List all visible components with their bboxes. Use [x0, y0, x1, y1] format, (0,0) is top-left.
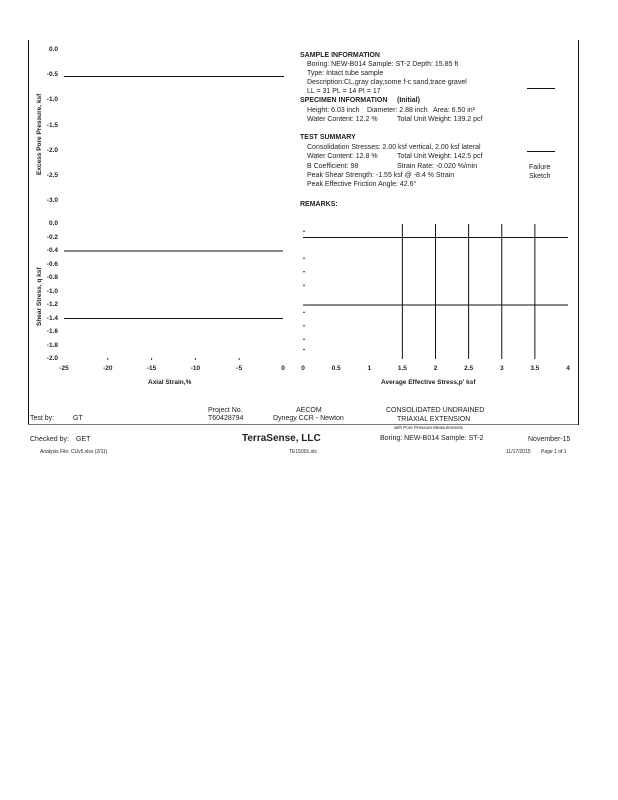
specimen-info-title: SPECIMEN INFORMATION	[300, 97, 388, 104]
effective-stress-xlabel: Average Effective Stress,p' ksf	[381, 379, 476, 386]
test-title-3: with Pore Pressure Measurements	[394, 425, 464, 430]
test-summary-title: TEST SUMMARY	[300, 134, 356, 141]
effective-stress-y-tick-mark	[303, 258, 305, 259]
effective-stress-x-tick: 0.5	[331, 365, 341, 372]
axial-strain-x-tick: -15	[146, 365, 157, 372]
shear-y-tick: -0.2	[46, 233, 58, 241]
test-peak-shear: Peak Shear Strength: -1.55 ksf @ -8.4 % Strain	[307, 172, 455, 179]
test-by-label: Test by:	[30, 415, 55, 422]
axial-strain-x-tick: -5	[236, 365, 243, 372]
effective-stress-y-tick-mark	[303, 271, 305, 272]
test-friction-angle: Peak Effective Friction Angle: 42.6°	[307, 181, 417, 188]
axial-strain-x-tick: -20	[103, 365, 113, 372]
axial-strain-x-tick: 0	[281, 365, 285, 372]
effective-stress-y-tick-mark	[303, 285, 305, 286]
specimen-area: Area: 6.50 in²	[433, 107, 476, 114]
axial-strain-x-tick: -10	[190, 365, 201, 372]
test-b-coefficient: B Coefficient: 98	[307, 163, 359, 170]
effective-stress-y-tick-mark	[303, 325, 305, 326]
shear-y-tick: -1.8	[46, 341, 58, 349]
test-title-2: TRIAXIAL EXTENSION	[397, 416, 471, 423]
effective-stress-x-tick: 1	[367, 365, 372, 372]
test-title-1: CONSOLIDATED UNDRAINED	[386, 407, 485, 414]
pore-pressure-y-tick: -3.0	[46, 197, 58, 204]
test-strain-rate: Strain Rate: -0.020 %/min	[397, 163, 478, 170]
remarks-title: REMARKS:	[300, 201, 338, 208]
effective-stress-x-tick: 0	[301, 365, 305, 372]
report-date: November-15	[528, 436, 571, 443]
checked-by-value: GET	[76, 436, 91, 443]
pore-pressure-y-tick: 0.0	[48, 46, 58, 53]
shear-y-tick: -0.6	[46, 260, 58, 268]
effective-stress-x-tick: 3.5	[530, 365, 540, 372]
pore-pressure-y-tick: -1.0	[46, 96, 58, 104]
axial-strain-x-tick: -25	[59, 365, 69, 372]
sample-description: Description:CL,gray clay,some f-c sand,trace gravel	[307, 79, 467, 86]
shear-y-tick: -1.2	[46, 301, 58, 308]
pore-pressure-y-tick: -2.5	[46, 171, 58, 179]
test-water-content: Water Content: 12.8 %	[307, 153, 378, 160]
shear-stress-ylabel: Shear Stress, q ksf	[36, 267, 43, 326]
specimen-water-content: Water Content: 12.2 %	[307, 116, 378, 123]
specimen-height: Height: 6.03 inch	[307, 107, 360, 114]
effective-stress-y-tick-mark	[303, 339, 305, 340]
print-date: 11/17/2015	[506, 449, 531, 455]
sample-boring: Boring: NEW-B014 Sample: ST-2 Depth: 15.85 ft	[307, 61, 459, 68]
shear-y-tick: -1.6	[46, 328, 58, 335]
analysis-file: Analysis File: CUv5.xlsx (2/11)	[40, 449, 108, 455]
shear-y-tick: -0.8	[46, 274, 58, 281]
effective-stress-x-tick: 3	[499, 365, 504, 372]
pore-pressure-y-tick: -1.5	[46, 121, 58, 129]
boring-sample: Boring: NEW-B014 Sample: ST-2	[380, 435, 484, 442]
axial-strain-xlabel: Axial Strain,%	[148, 379, 192, 386]
test-by-value: GT	[73, 415, 83, 422]
sample-type: Type: Intact tube sample	[307, 70, 384, 77]
shear-y-tick: -2.0	[46, 355, 58, 362]
effective-stress-x-tick: 4	[566, 365, 570, 372]
sample-limits: LL = 31 PL = 14 PI = 17	[307, 88, 381, 95]
specimen-unit-weight: Total Unit Weight: 139.2 pcf	[397, 116, 483, 123]
specimen-diameter: Diameter: 2.88 inch	[367, 107, 428, 114]
specimen-info-subtitle: (Initial)	[397, 97, 420, 104]
pore-pressure-y-tick: -0.5	[46, 71, 58, 79]
effective-stress-y-tick-mark	[303, 231, 305, 232]
failure-sketch-label-2: Sketch	[529, 173, 551, 180]
company-name: TerraSense, LLC	[242, 433, 321, 444]
effective-stress-x-tick: 2	[433, 365, 438, 372]
effective-stress-x-tick: 2.5	[464, 365, 474, 372]
data-file: TE15001.xls	[289, 449, 317, 455]
project-no-value: T60428794	[208, 415, 244, 422]
project-no-label: Project No.	[208, 407, 243, 414]
footer-top-line	[28, 424, 578, 425]
checked-by-label: Checked by:	[30, 436, 69, 443]
effective-stress-y-tick-mark	[303, 349, 305, 350]
test-consolidation: Consolidation Stresses: 2.00 ksf vertical, 2.00 ksf lateral	[307, 144, 481, 151]
effective-stress-y-tick-mark	[303, 312, 305, 313]
page-number: Page 1 of 1	[541, 449, 567, 455]
effective-stress-x-tick: 1.5	[397, 365, 407, 372]
failure-sketch-label-1: Failure	[529, 164, 551, 171]
project-name: Dynegy CCR - Newton	[273, 415, 344, 422]
shear-y-tick: -1.0	[46, 287, 58, 295]
excess-pore-pressure-ylabel: Excess Pore Pressure, ksf	[36, 93, 43, 175]
sample-info-title: SAMPLE INFORMATION	[300, 52, 380, 59]
shear-y-tick: 0.0	[48, 220, 58, 227]
shear-y-tick: -1.4	[46, 314, 58, 322]
pore-pressure-y-tick: -2.0	[46, 146, 58, 154]
shear-y-tick: -0.4	[46, 247, 58, 254]
test-unit-weight: Total Unit Weight: 142.5 pcf	[397, 153, 483, 160]
client-name: AECOM	[296, 407, 322, 414]
